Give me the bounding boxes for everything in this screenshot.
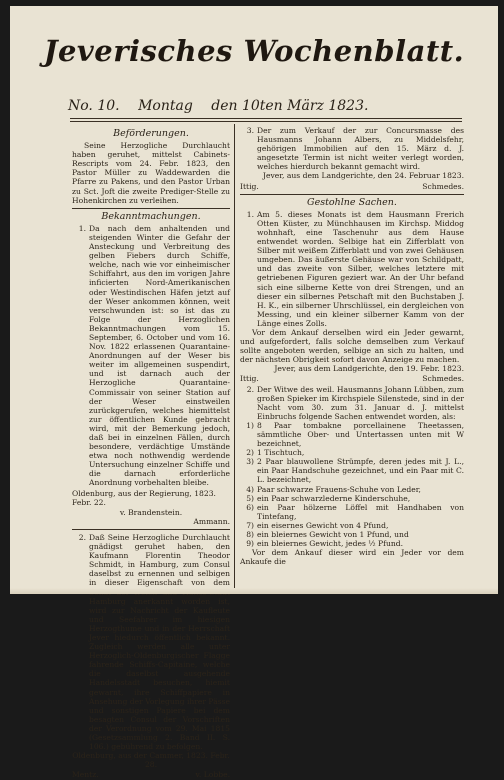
stolen-item-text: ein bleiernes Gewicht, jedes ½ Pfund. bbox=[257, 539, 404, 549]
signature-line bbox=[240, 182, 464, 191]
stolen-item-number: 3) bbox=[246, 457, 254, 467]
divider bbox=[240, 194, 464, 195]
stolen-item-number: 8) bbox=[246, 530, 254, 540]
stolen-1-text: Am 5. dieses Monats ist dem Hausmann Frerich Otten Küster, zu Münchhausen im Kirchsp. Middog wohnhaft, eine Taschenuhr aus dem Hause entwendet worden. Selbige hat ein Zifferblatt von Silber mit weißem Zifferblatt und von zwei Gehäusen umgeben. Das äußerste Gehäuse war von Schildpatt, und das zweite von Silber, welches letztere mit getriebenen Figuren geziert war. An der Uhr befand sich eine silberne Kette von drei Strengen, und an dieser ein silbernes Petschaft mit den Buchstaben J. H. K., ein silberner Uhrschlüssel, ein dergleichen von Messing, und ein kleiner silberner Kamm von der Länge eines Zolls. bbox=[257, 209, 464, 328]
stolen-1: 1. Am 5. dieses Monats ist dem Hausmann Frerich Otten Küster, zu Münchhausen im Kirchsp. Middog wohnhaft, eine Taschenuhr aus dem Hause entwendet worden. Selbige hat ein Zifferblatt von Silber mit weißem Zifferblatt und von zwei Gehäusen umgeben. Das äußerste Gehäuse war von Schildpatt, und das zweite von Silber, welches letztere mit getriebenen Figuren geziert war. An der Uhr befand sich eine silberne Kette von drei Strengen, und an dieser ein silbernes Petschaft mit den Buchstaben J. H. K., ein silberner Uhrschlüssel, ein dergleichen von Messing, und ein kleiner silberner Kamm von der Länge eines Zolls. bbox=[246, 209, 464, 328]
stolen-item-number: 5) bbox=[246, 493, 254, 503]
stolen-item-text: ein bleiernes Gewicht von 1 Pfund, und bbox=[257, 530, 409, 540]
stolen-item bbox=[240, 448, 464, 457]
header-rule-thin bbox=[70, 121, 462, 122]
signature-left: Ittig. bbox=[240, 181, 259, 191]
stolen-2: 2. Der Witwe des weil. Hausmanns Johann Lübben, zum großen Spieker im Kirchspiele Silenstede, sind in der Nacht vom 30. zum 31. Januar d. J. mittelst Einbruchs folgende Sachen entwendet worden, als: bbox=[246, 384, 464, 421]
promotions-text: Seine Herzogliche Durchlaucht haben geruhet, mittelst Cabinets-Rescripts vom 24. Febr. 1823, den Pastor Müller zu Waddewarden die Pfarre zu Pakens, und den Pastor Urban zu Sct. Joft die zweite Prediger-Stelle zu Hohenkirchen zu verleihen. bbox=[72, 141, 230, 205]
stolen-2-text: Der Witwe des weil. Hausmanns Johann Lübben, zum großen Spieker im Kirchspiele Silenstede, sind in der Nacht vom 30. zum 31. Januar d. J. mittelst Einbruchs folgende Sachen entwendet worden, als: bbox=[257, 384, 464, 421]
stolen-item bbox=[240, 494, 464, 503]
signature-place: Jever, aus dem Landgerichte, den 24. Februar 1823. bbox=[262, 171, 464, 181]
stolen-2-end: Vor dem Ankauf dieser wird ein Jeder vor dem Ankaufe die bbox=[240, 548, 464, 567]
stolen-item bbox=[240, 485, 464, 494]
stolen-item-text: Paar schwarze Frauens-Schuhe von Leder, bbox=[257, 484, 421, 494]
header-rule bbox=[70, 118, 462, 119]
stolen-item-number: 1) bbox=[246, 420, 254, 430]
announcement-1-text: Da nach dem anhaltenden und steigenden Winter die Gefahr der Ansteckung und Verbreitung des gelben Fiebers durch Schiffe, welche, nach wie vor einheimischer Schiffahrt, aus den im vorigen Jahre inficierten Nord-Amerikanischen oder Westindischen Häfen jetzt auf der Weser ankommen können, weit verschwunden ist: so ist das zu Folge der Herzoglichen Bekanntmachungen vom 15. September, 6. October und vom 16. Nov. 1822 erlassenen Quarantaine-Anordnungen auf der Weser bis weiter im allgemeinen suspendirt, und ist darnach auch der Herzogliche Quarantaine-Commissair von seiner Station auf der Weser einstweilen zurückgerufen, welches hiemittelst zur öffentlichen Kunde gebracht wird, mit der Bemerkung jedoch, daß bei in einzelnen Fällen, durch besondere, verdächtige Umstände etwa noch nothwendig werdende Untersuchung einzelner Schiffe und die darnach erforderliche Anordnung vorbehalten bleibe. bbox=[89, 223, 230, 488]
left-column bbox=[72, 126, 230, 780]
stolen-item bbox=[240, 539, 464, 548]
signature-line bbox=[240, 374, 464, 383]
stolen-item-text: ein Paar hölzerne Löffel mit Handhaben von Tintefang, bbox=[257, 502, 464, 521]
signature-line bbox=[72, 489, 230, 507]
stolen-item-number: 4) bbox=[246, 484, 254, 494]
stolen-item-text: 8 Paar tombakne porcellainene Theetassen, sämmtliche Ober- und Untertassen unten mit W bezeichnet, bbox=[257, 420, 464, 449]
stolen-item bbox=[240, 521, 464, 530]
signature-name: v. Brandenstein. bbox=[119, 507, 183, 517]
issue-date: den 10ten März 1823. bbox=[211, 98, 369, 114]
stolen-item-text: ein eisernes Gewicht von 4 Pfund, bbox=[257, 520, 389, 530]
announcement-2: 2. Daß Seine Herzogliche Durchlaucht gnädigst geruhet haben, den Kaufmann Florentin Theodor Schmidt, in Hamburg, zum Consul daselbst zu ernennen und selbigen in dieser Eigenschaft von dem Hamburg anerkannt worden ist, wird zur Nachricht der Kaufleute und Seefahrer im hiesigen Herzogthume und in der Herrschaft Jever hiedurch öffentlich bekannt. Zugleich werden alle unter Herzoglich-Oldenburgischer Flagge fahrende Schiffs-Capitaine, welche die daselbst ausgehende Handelsstadt besuchen, hiemit gewarnt, ihre Schiffpapiere in Ansehung der Vorlegung ihrer Pässe und sonstigen Papiere bei dem besagten Consul der Vorschriften der Verordnung vom 29. Mai 1815 (Gesetzsammlung 2. Band II. S. 106.) gebührend zu befolgen. bbox=[78, 532, 231, 752]
stolen-item-text: ein Paar schwarzlederne Kinderschuhe, bbox=[257, 493, 411, 503]
signature-right: Schmedes. bbox=[422, 181, 464, 191]
signature-left: Mentz. bbox=[72, 770, 99, 780]
stolen-item-text: 2 Paar blauwollene Strümpfe, deren jedes mit J. L., ein Paar Handschuhe gezeichnet, und ein Paar mit C. L. bezeichnet, bbox=[257, 457, 464, 485]
announcement-3-text: Der zum Verkauf der zur Concursmasse des Hausmanns Johann Albers, zu Middelsfehr, gehörigen Immobilien auf den 15. März d. J. angesetzte Termin ist nicht weiter verlegt worden, welches hierdurch bekannt gemacht wird. bbox=[257, 126, 464, 172]
masthead-title: Jeverisches Wochenblatt. bbox=[43, 34, 465, 68]
announcement-1: 1. Da nach dem anhaltenden und steigenden Winter die Gefahr der Ansteckung und Verbreitung des gelben Fiebers durch Schiffe, welche, nach wie vor einheimischer Schiffahrt, aus den im vorigen Jahre inficierten Nord-Amerikanischen oder Westindischen Häfen jetzt auf der Weser ankommen können, weit verschwunden ist: so ist das zu Folge der Herzoglichen Bekanntmachungen vom 15. September, 6. October und vom 16. Nov. 1822 erlassenen Quarantaine-Anordnungen auf der Weser bis weiter im allgemeinen suspendirt, und ist darnach auch der Herzogliche Quarantaine-Commissair von seiner Station auf der Weser einstweilen zurückgerufen, welches hiemittelst zur öffentlichen Kunde gebracht wird, mit der Bemerkung jedoch, daß bei in einzelnen Fällen, durch besondere, verdächtige Umstände etwa noch nothwendig werdende Untersuchung einzelner Schiffe und die darnach erforderliche Anordnung vorbehalten bleibe. bbox=[78, 223, 230, 488]
section-title-announcements: Bekanntmachungen. bbox=[101, 210, 201, 222]
section-title-stolen: Gestohlne Sachen. bbox=[307, 196, 397, 208]
signature-right: v. Lobbe. bbox=[195, 770, 230, 780]
stolen-item-number: 7) bbox=[246, 520, 254, 530]
right-column bbox=[240, 126, 464, 566]
stolen-item bbox=[240, 421, 464, 448]
section-title-promotions: Beförderungen. bbox=[113, 128, 189, 139]
signature-line bbox=[72, 770, 230, 779]
divider bbox=[72, 529, 230, 530]
issue-weekday: Montag bbox=[138, 98, 193, 114]
issue-line bbox=[68, 98, 448, 114]
signature-role: Ammann. bbox=[193, 516, 230, 526]
page-edge bbox=[10, 588, 498, 594]
stolen-item-text: 1 Tischtuch, bbox=[257, 448, 305, 458]
stolen-item bbox=[240, 503, 464, 521]
stolen-items-list bbox=[240, 421, 464, 548]
stolen-item-number: 6) bbox=[246, 502, 254, 512]
issue-number: No. 10. bbox=[68, 98, 120, 114]
signature-right: Schmedes. bbox=[422, 374, 464, 384]
column-divider bbox=[234, 124, 235, 594]
stolen-item bbox=[240, 530, 464, 539]
signature-place: Jever, aus dem Landgerichte, den 19. Febr. 1823. bbox=[274, 364, 464, 374]
stolen-1-warning: Vor dem Ankauf derselben wird ein Jeder gewarnt, und aufgefordert, falls solche demselben zum Verkauf sollte angeboten werden, selbige an sich zu halten, und der nächsten Obrigkeit sofort davon Anzeige zu machen. bbox=[240, 327, 464, 365]
stolen-item bbox=[240, 457, 464, 484]
announcement-2-text: Daß Seine Herzogliche Durchlaucht gnädigst geruhet haben, den Kaufmann Florentin Theodor Schmidt, in Hamburg, zum Consul daselbst zu ernennen und selbigen in dieser Eigenschaft von dem Hamburg anerkannt worden ist, wird zur Nachricht der Kaufleute und Seefahrer im hiesigen Herzogthume und in der Herrschaft Jever hiedurch öffentlich bekannt. Zugleich werden alle unter Herzoglich-Oldenburgischer Flagge fahrende Schiffs-Capitaine, welche die daselbst ausgehende Handelsstadt besuchen, hiemit gewarnt, ihre Schiffpapiere in Ansehung der Vorlegung ihrer Pässe und sonstigen Papiere bei dem besagten Consul der Vorschriften der Verordnung vom 29. Mai 1815 (Gesetzsammlung 2. Band II. S. 106.) gebührend zu befolgen. bbox=[89, 532, 231, 752]
announcement-3: 3. Der zum Verkauf der zur Concursmasse des Hausmanns Johann Albers, zu Middelsfehr, gehörigen Immobilien auf den 15. März d. J. angesetzte Termin ist nicht weiter verlegt worden, welches hierdurch bekannt gemacht wird. bbox=[246, 126, 464, 172]
signature-place: Oldenburg, aus der Regierung, 1823. Febr. 22. bbox=[72, 488, 216, 507]
stolen-item-number: 2) bbox=[246, 448, 254, 458]
newspaper-page bbox=[10, 6, 498, 780]
signature-place: Oldenburg, aus der Cammer, 1823. Febr. 28. bbox=[72, 751, 230, 770]
signature-left: Ittig. bbox=[240, 374, 259, 384]
divider bbox=[72, 208, 230, 209]
stolen-item-number: 9) bbox=[246, 539, 254, 549]
